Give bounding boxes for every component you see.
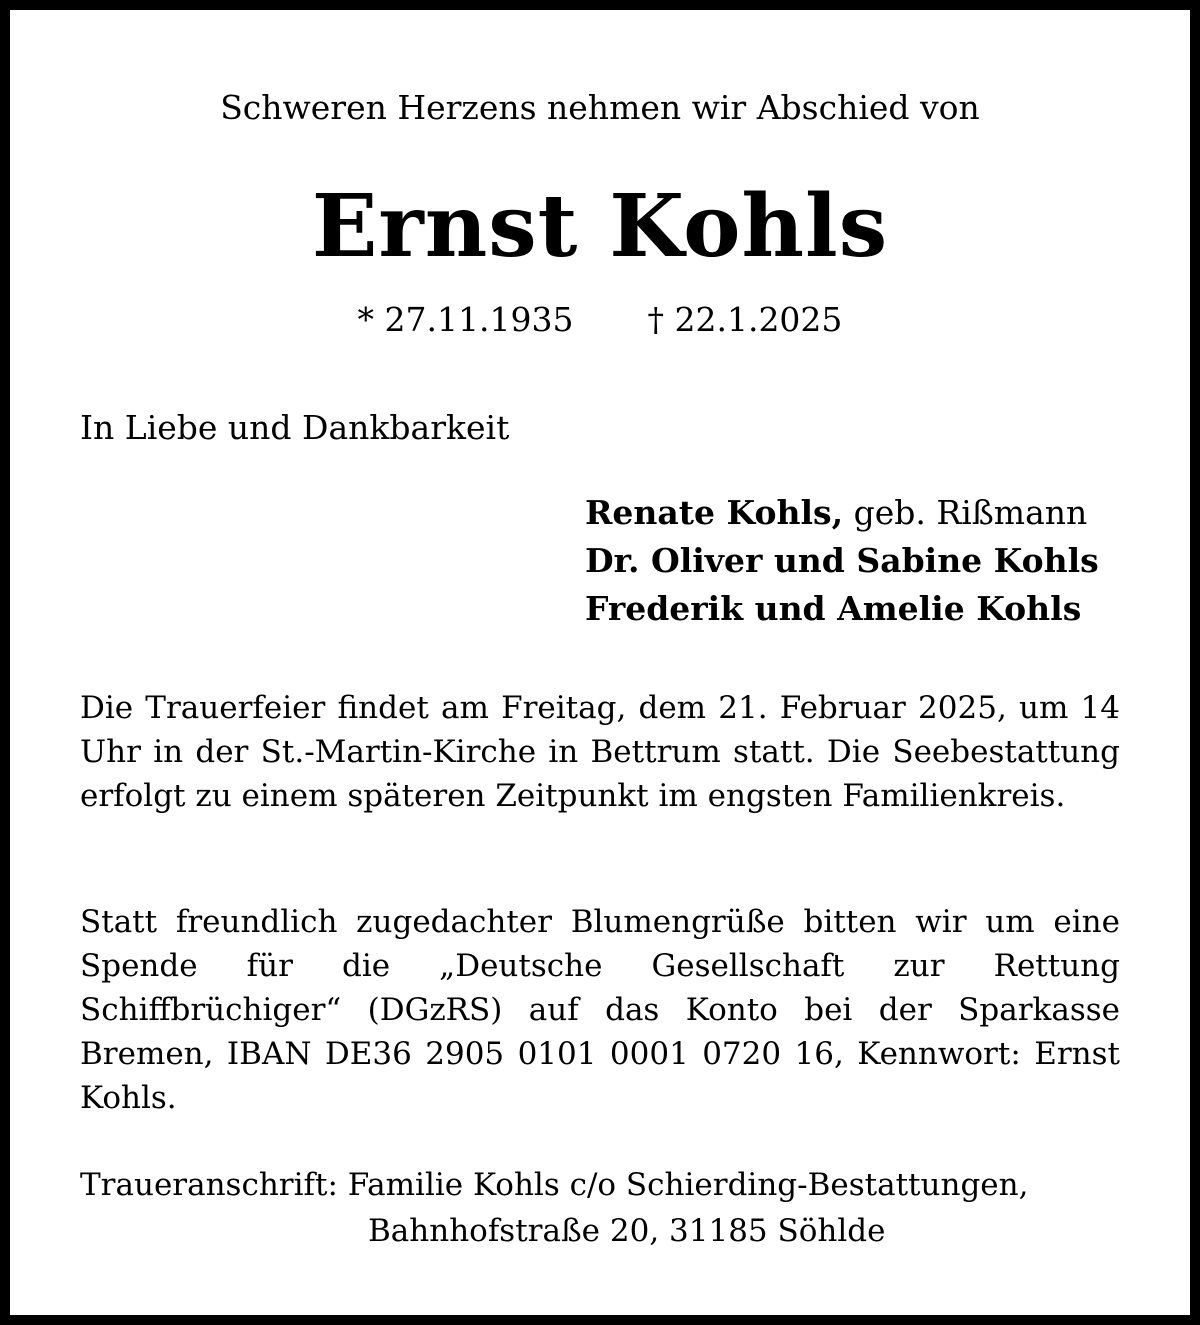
deceased-name: Ernst Kohls [311,176,889,277]
mourner-name: Renate Kohls, [585,493,844,532]
mourner [585,489,1099,537]
life-dates [10,300,1190,340]
birth-date: * 27.11.1935 [357,300,574,339]
greeting: In Liebe und Dankbarkeit [80,408,510,447]
mourner [585,537,1099,585]
address-line-1: Traueranschrift: Familie Kohls c/o Schierding-Bestattungen, [80,1167,1029,1203]
ceremony-paragraph: Die Trauerfeier findet am Freitag, dem 21. Februar 2025, um 14 Uhr in der St.-Martin-Kirche in Bettrum statt. Die Seebestattung erfolgt zu einem späteren Zeitpunkt im engsten Familienkreis. [80,690,1120,814]
death-date: † 22.1.2025 [647,300,843,339]
mourner-name: Frederik und Amelie Kohls [585,589,1082,628]
donation-paragraph: Statt freundlich zugedachter Blumengrüße bitten wir um eine Spende für die „Deutsche Gesellschaft zur Rettung Schiffbrüchiger“ (DGzRS) auf das Konto bei der Sparkasse Bremen, IBAN DE36 2905 0101 0001 0720 16, Kennwort: Ernst Kohls. [80,904,1120,1116]
intro-line: Schweren Herzens nehmen wir Abschied von [220,88,980,127]
mourner-name: Dr. Oliver und Sabine Kohls [585,541,1099,580]
address-line-2: Bahnhofstraße 20, 31185 Söhlde [368,1213,886,1249]
mourner [585,585,1099,633]
mourning-address [80,1162,1028,1254]
mourners-list [585,489,1099,633]
mourner-suffix: geb. Rißmann [843,493,1088,532]
